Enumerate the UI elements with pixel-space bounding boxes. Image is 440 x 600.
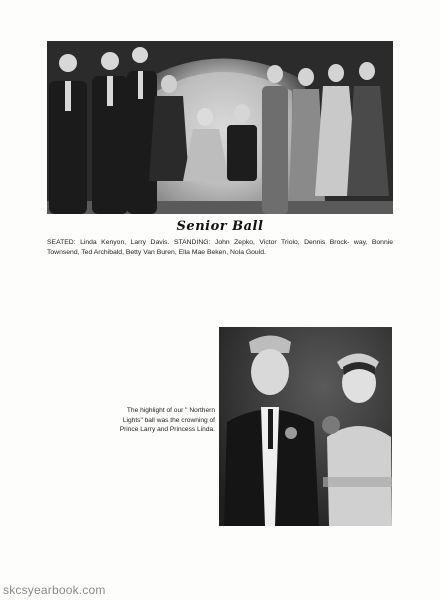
highlight-line-3: Prince Larry and Princess Linda. (119, 426, 215, 433)
senior-ball-group-photo (47, 41, 393, 214)
highlight-line-1: The highlight of our " Northern (126, 407, 215, 414)
watermark: skcsyearbook.com (3, 583, 106, 597)
page-title: Senior Ball (176, 219, 264, 234)
prince-princess-photo (219, 327, 392, 526)
highlight-line-2: Lights" ball was the crowning of (122, 416, 215, 424)
standing-names-line-2: way, Bonnie Townsend, Ted Archibald, Betty Van Buren, Ella Mae Beken, Nola Gould. (47, 239, 394, 256)
standing-names-line-1: John Zepko, Victor Triolo, Dennis Brock- (214, 239, 350, 246)
seated-label: SEATED: (47, 239, 76, 246)
standing-label: STANDING: (173, 239, 211, 246)
photo-caption (47, 238, 393, 258)
seated-names: Linda Kenyon, Larry Davis. (80, 239, 170, 246)
highlight-caption (95, 406, 215, 435)
